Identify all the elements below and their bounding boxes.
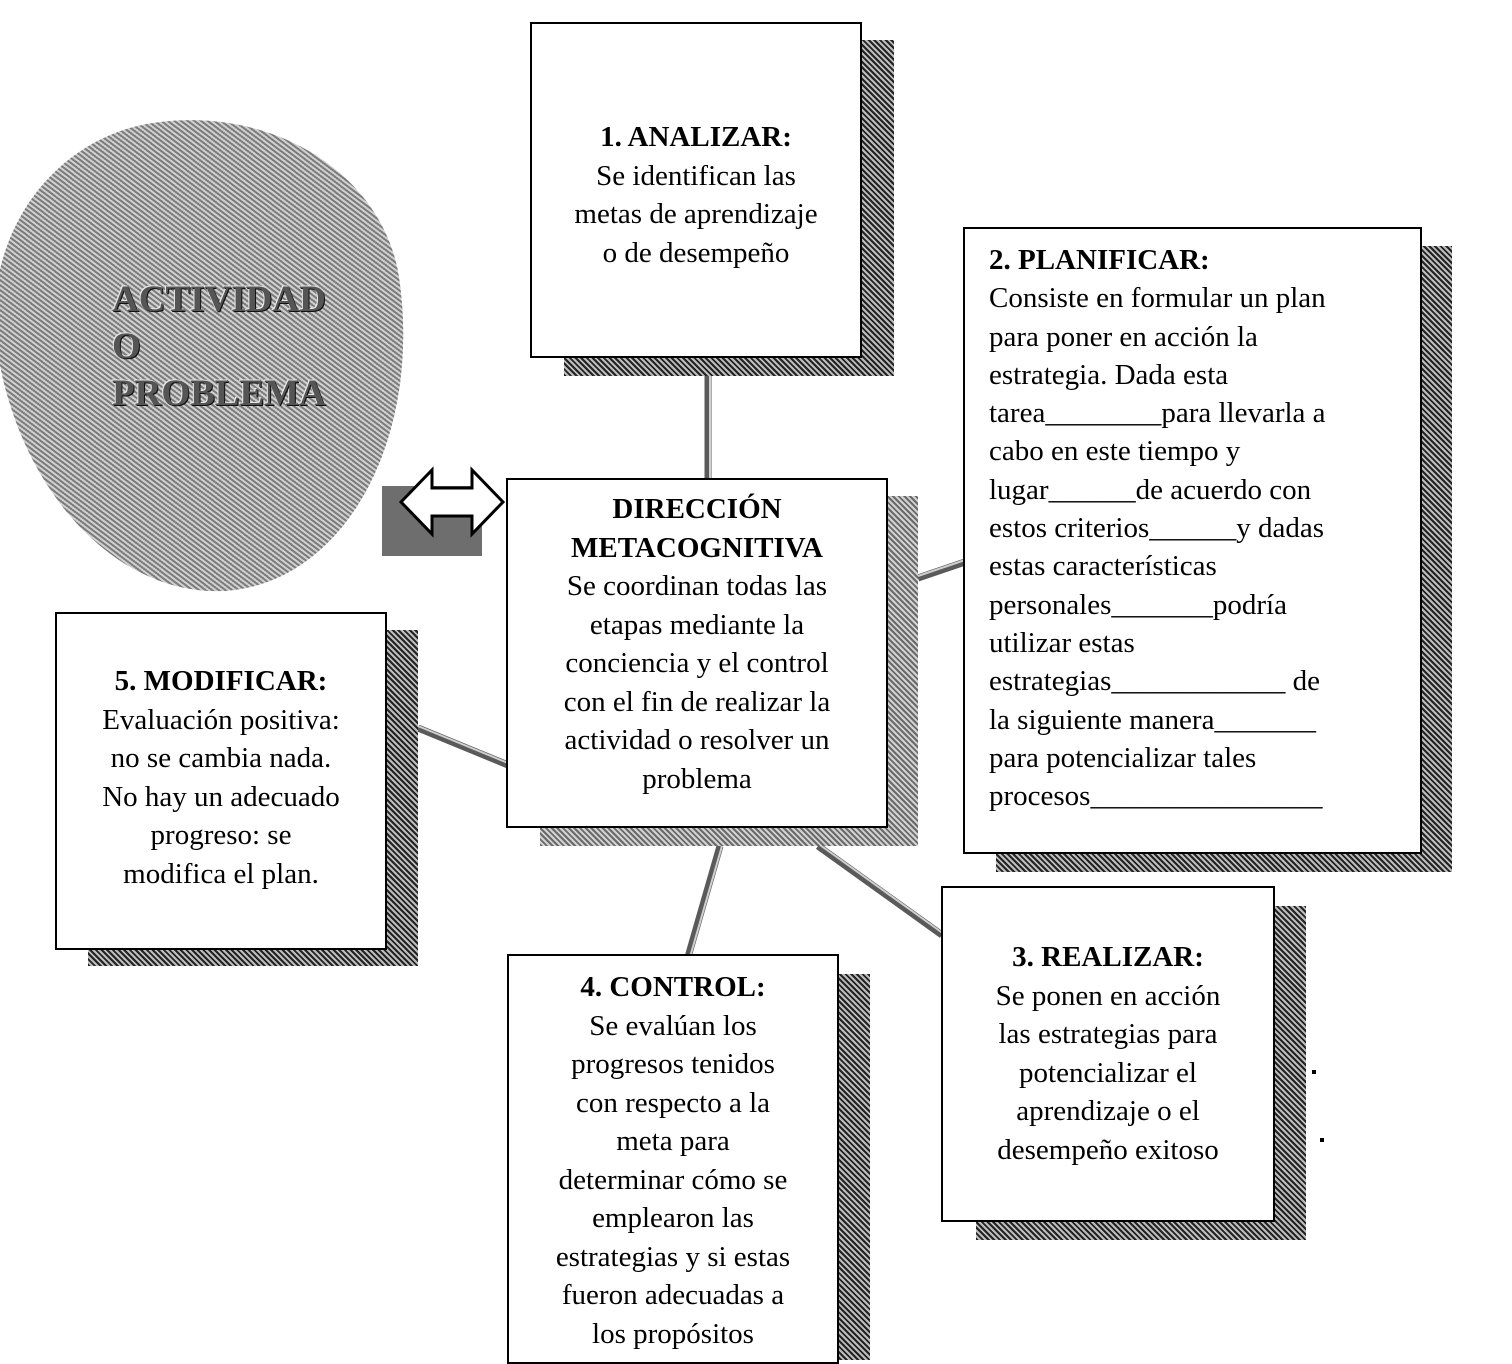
planificar-box [963,227,1422,854]
control-text: Se evalúan los progresos tenidos con respecto a la meta para determinar cómo se emplearon las estrategias y si estas fueron adecuadas a los propósitos [555,1009,791,1350]
connector-modificar [418,728,508,765]
modificar-text: Evaluación positiva: no se cambia nada. No hay un adecuado progreso: se modifica el plan. [102,703,340,890]
planificar-text: Consiste en formular un plan para poner en acción la estrategia. Dada esta tarea________para llevarla a cabo en este tiempo y lugar______de acuerdo con estos criterios______y dadas estas características personales_______podría utilizar estas estrategias____________ de la siguiente manera_______ para potencializar tales procesos________________ [989,282,1326,813]
modificar-box [55,612,387,950]
realizar-box [941,886,1275,1222]
stray-mark [1320,1138,1324,1142]
center-box [506,478,888,828]
activity-label: ACTIVIDAD O PROBLEMA [112,279,326,414]
analizar-box [530,22,862,358]
control-title: 4. CONTROL: [580,971,766,1003]
analizar-text: Se identifican las metas de aprendizaje o de desempeño [574,159,818,269]
modificar-title: 5. MODIFICAR: [114,665,328,697]
connector-realizar [818,846,942,935]
planificar-title: 2. PLANIFICAR: [989,244,1210,276]
center-title-line1: DIRECCIÓN [612,493,782,525]
double-arrow-icon [398,466,506,538]
connector-control [688,846,720,957]
realizar-text: Se ponen en acción las estrategias para potencializar el aprendizaje o el desempeño exitoso [995,979,1221,1166]
realizar-title: 3. REALIZAR: [1012,941,1204,973]
center-text: Se coordinan todas las etapas mediante la conciencia y el control con el fin de realizar la actividad o resolver un problema [563,570,831,795]
analizar-title: 1. ANALIZAR: [600,121,792,153]
control-box [507,954,839,1364]
center-title-line2: METACOGNITIVA [571,531,823,564]
stray-mark [1312,1070,1316,1074]
connector-planificar [918,562,965,578]
